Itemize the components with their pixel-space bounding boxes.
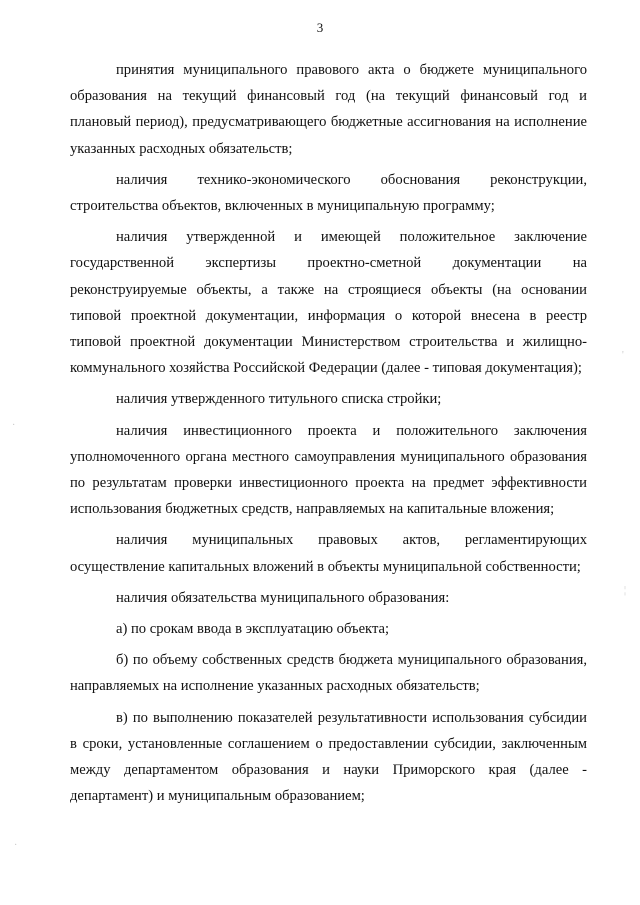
paragraph-title-list: наличия утвержденного титульного списка стройки; [116, 391, 442, 408]
paragraph-feasibility-study: наличия технико-экономического обоснования реконструкции, строительства объектов, включенных в муниципальную программу; [70, 171, 587, 215]
scan-speck: · [14, 840, 18, 851]
paragraph-legal-acts: наличия муниципальных правовых актов, регламентирующих осуществление капитальных вложений в объекты муниципальной собственности; [70, 532, 587, 575]
paragraph-obligation-a: а) по срокам ввода в эксплуатацию объекта; [116, 621, 390, 638]
paragraph-obligation-b: б) по объему собственных средств бюджета муниципального образования, направляемых на исполнение указанных расходных обязательств; [70, 652, 587, 695]
scan-speck: ¦ [624, 585, 627, 596]
page-number: 3 [316, 20, 324, 35]
paragraph-project-documentation: наличия утвержденной и имеющей положительное заключение государственной экспертизы проектно-сметной документации на реконструируемые объекты, а также на строящиеся объекты (на основании типовой проектной документации, информация о которой внесена в реестр типовой проектной документации Министерством строительства и жилищно-коммунального хозяйства Российской Федерации (далее - типовая документация); [70, 229, 587, 377]
scan-speck: ' [622, 350, 624, 361]
paragraph-obligations-intro: наличия обязательства муниципального образования: [116, 589, 450, 606]
paragraph-investment-project: наличия инвестиционного проекта и положительного заключения уполномоченного органа местного самоуправления муниципального образования по результатам проверки инвестиционного проекта на предмет эффективности использования бюджетных средств, направляемых на капитальные вложения; [70, 422, 587, 518]
document-body [70, 57, 587, 809]
paragraph-obligation-c: в) по выполнению показателей результативности использования субсидии в сроки, установленные соглашением о предоставлении субсидии, заключенным между департаментом образования и науки Приморского края (далее - департамент) и муниципальным образованием; [70, 709, 587, 805]
scan-speck: · [12, 420, 16, 431]
paragraph-budget-act: принятия муниципального правового акта о бюджете муниципального образования на текущий финансовый год (на текущий финансовый год и плановый период), предусматривающего бюджетные ассигнования на исполнение указанных расходных обязательств; [70, 62, 587, 157]
